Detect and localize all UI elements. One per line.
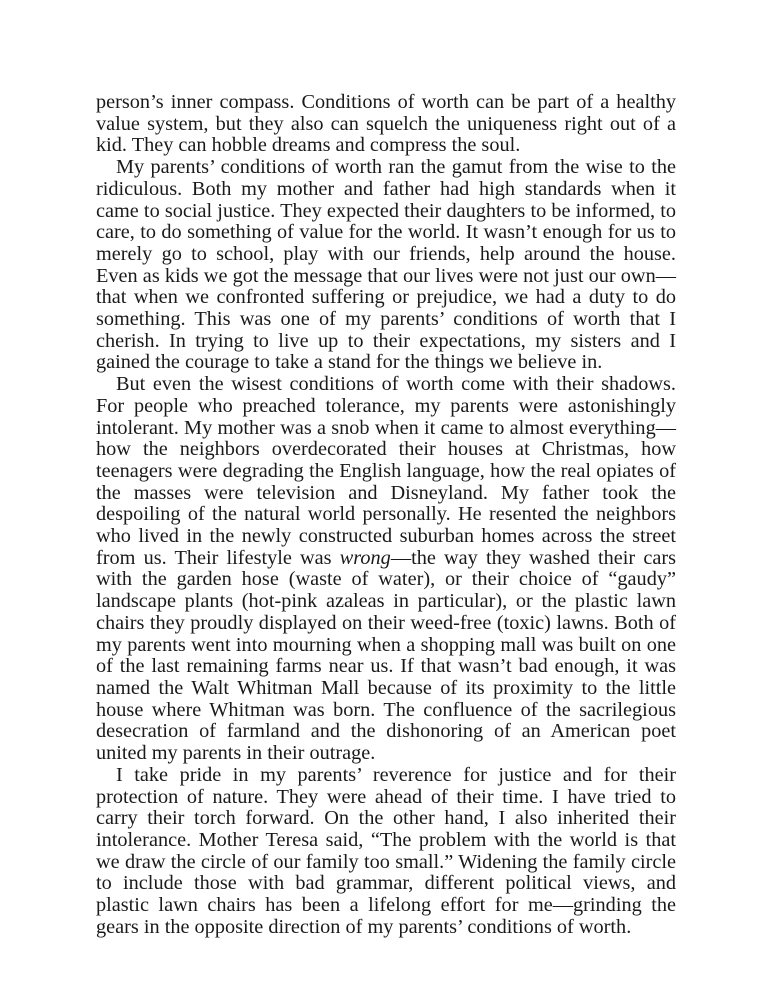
paragraph <box>96 374 676 765</box>
paragraph-text: —the way they washed their cars with the garden hose (waste of water), or their choice of “gaudy” landscape plants (hot-pink azaleas in particular), or the plastic lawn chairs they proudly displayed on their weed-free (toxic) lawns. Both of my parents went into mourning when a shopping mall was built on one of the last remaining farms near us. If that wasn’t bad enough, it was named the Walt Whitman Mall because of its proximity to the little house where Whitman was born. The confluence of the sacrilegious desecration of farmland and the dishonoring of an American poet united my parents in their outrage. <box>96 546 676 765</box>
paragraph <box>96 92 676 157</box>
paragraph-text: My parents’ conditions of worth ran the gamut from the wise to the ridiculous. Both my mother and father had high standards when it came to social justice. They expected their daughters to be informed, to care, to do something of value for the world. It wasn’t enough for us to merely go to school, play with our friends, help around the house. Even as kids we got the message that our lives were not just our own—that when we confronted suffering or prejudice, we had a duty to do something. This was one of my parents’ conditions of worth that I cherish. In trying to live up to their expectations, my sisters and I gained the courage to take a stand for the things we believe in. <box>96 156 676 374</box>
italic-text: wrong <box>339 546 391 569</box>
body-text <box>96 92 676 938</box>
paragraph <box>96 157 676 374</box>
paragraph-text: person’s inner compass. Conditions of worth can be part of a healthy value system, but they also can squelch the uniqueness right out of a kid. They can hobble dreams and compress the soul. <box>96 91 676 157</box>
paragraph-text: But even the wisest conditions of worth come with their shadows. For people who preached tolerance, my parents were astonishingly intolerant. My mother was a snob when it came to almost everything—how the neighbors overdecorated their houses at Christmas, how teenagers were degrading the English language, how the real opiates of the masses were television and Disneyland. My father took the despoiling of the natural world personally. He resented the neighbors who lived in the newly constructed suburban homes across the street from us. Their lifestyle was <box>96 373 676 569</box>
paragraph-text: I take pride in my parents’ reverence for justice and for their protection of nature. They were ahead of their time. I have tried to carry their torch forward. On the other hand, I also inherited their intolerance. Mother Teresa said, “The problem with the world is that we draw the circle of our family too small.” Widening the family circle to include those with bad grammar, different political views, and plastic lawn chairs has been a lifelong effort for me—grinding the gears in the opposite direction of my parents’ conditions of worth. <box>96 763 676 938</box>
paragraph <box>96 765 676 939</box>
